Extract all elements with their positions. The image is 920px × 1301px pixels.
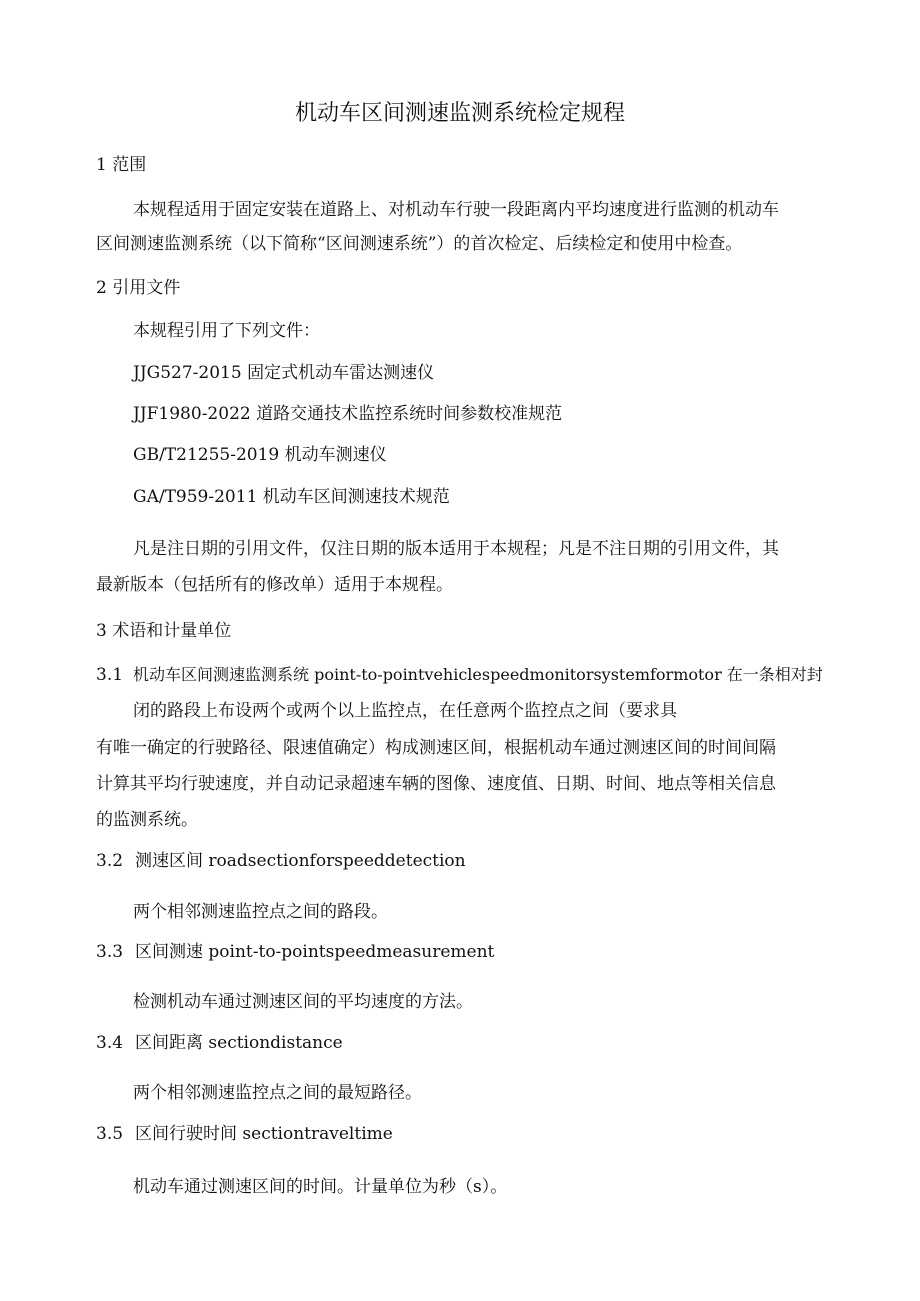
reference-item: JJF1980-2022 道路交通技术监控系统时间参数校准规范: [133, 404, 563, 424]
section-3-heading: 3 术语和计量单位: [96, 621, 232, 641]
reference-item: JJG527-2015 固定式机动车雷达测速仪: [133, 363, 435, 383]
term-3-1-number: 3.1: [96, 665, 124, 685]
section-2-intro: 本规程引用了下列文件：: [133, 321, 320, 341]
term-3-4-title: 区间距离 sectiondistance: [135, 1033, 343, 1053]
term-3-2-number: 3.2: [96, 851, 124, 871]
term-3-3-number: 3.3: [96, 942, 124, 962]
term-3-1-line-5: 的监测系统。: [96, 810, 198, 830]
document-title: 机动车区间测速监测系统检定规程: [294, 101, 625, 126]
section-1-paragraph-line-2: 区间测速监测系统（以下简称“区间测速系统”）的首次检定、后续检定和使用中检查。: [96, 234, 743, 254]
section-2-note-line-2: 最新版本（包括所有的修改单）适用于本规程。: [96, 575, 453, 595]
term-3-2-title: 测速区间 roadsectionforspeeddetection: [135, 851, 466, 871]
reference-item: GA/T959-2011 机动车区间测速技术规范: [133, 487, 450, 507]
term-3-1-line-1: 机动车区间测速监测系统 point-to-pointvehiclespeedmonitorsystemformotor 在一条相对封: [133, 665, 823, 684]
reference-item: GB/T21255-2019 机动车测速仪: [133, 445, 387, 465]
term-3-4-definition: 两个相邻测速监控点之间的最短路径。: [133, 1083, 422, 1103]
section-2-heading: 2 引用文件: [96, 278, 181, 298]
term-3-2-definition: 两个相邻测速监控点之间的路段。: [133, 902, 388, 922]
section-1-paragraph-line-1: 本规程适用于固定安装在道路上、对机动车行驶一段距离内平均速度进行监测的机动车: [133, 200, 779, 220]
term-3-3-title: 区间测速 point-to-pointspeedmeasurement: [135, 942, 495, 962]
term-3-5-title: 区间行驶时间 sectiontraveltime: [135, 1124, 393, 1144]
section-1-heading: 1 范围: [96, 155, 147, 175]
term-3-1-line-4: 计算其平均行驶速度，并自动记录超速车辆的图像、速度值、日期、时间、地点等相关信息: [96, 774, 776, 794]
term-3-1-line-3: 有唯一确定的行驶路径、限速值确定）构成测速区间，根据机动车通过测速区间的时间间隔: [96, 738, 776, 758]
term-3-1-line-2: 闭的路段上布设两个或两个以上监控点，在任意两个监控点之间（要求具: [133, 701, 677, 721]
term-3-3-definition: 检测机动车通过测速区间的平均速度的方法。: [133, 992, 473, 1012]
section-2-note-line-1: 凡是注日期的引用文件，仅注日期的版本适用于本规程；凡是不注日期的引用文件，其: [133, 539, 779, 559]
term-3-5-number: 3.5: [96, 1124, 124, 1144]
term-3-5-definition: 机动车通过测速区间的时间。计量单位为秒（s）。: [133, 1177, 508, 1197]
term-3-4-number: 3.4: [96, 1033, 124, 1053]
